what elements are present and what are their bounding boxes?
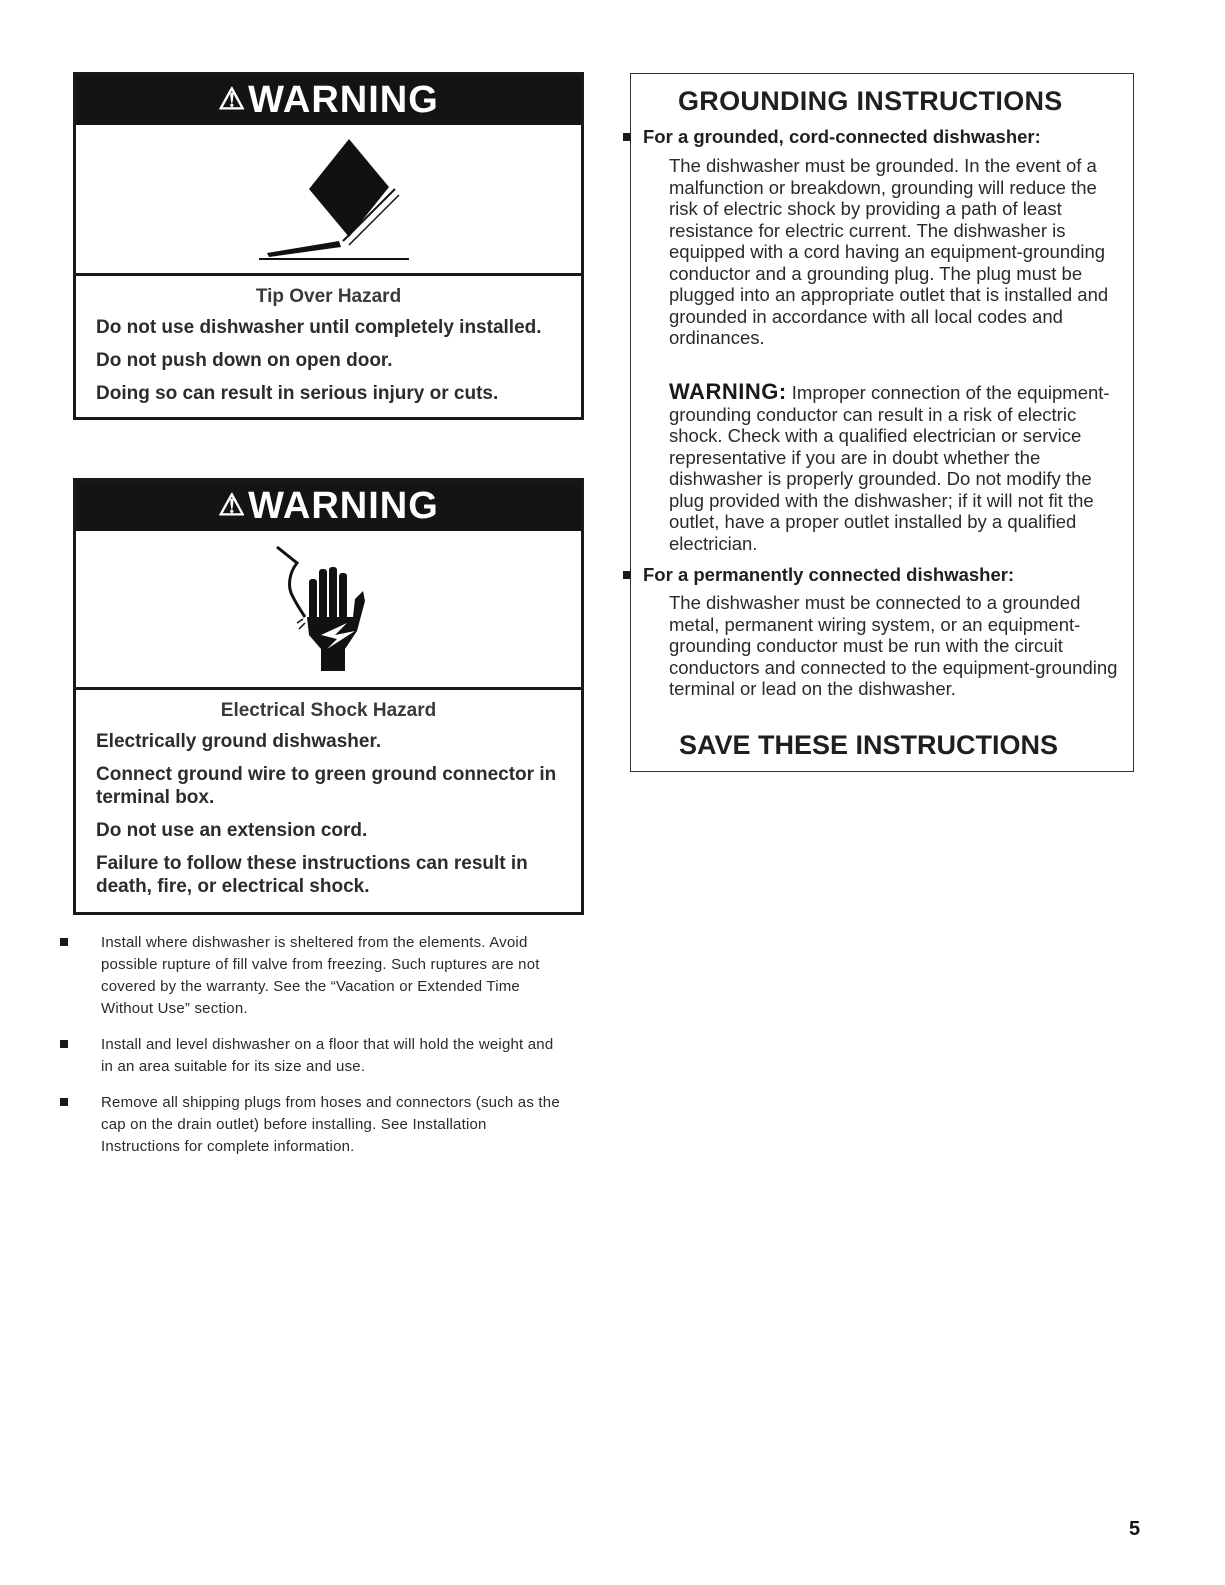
warning-label: WARNING: (669, 379, 787, 404)
subheading-text: For a permanently connected dishwasher: (643, 564, 1015, 585)
electric-shock-symbol (76, 531, 581, 690)
grounding-paragraph: The dishwasher must be connected to a grounded metal, permanent wiring system, or an equipment-grounding conductor must be run with the circuit conductors and connected to the equipment-grounding terminal or lead on the dishwasher. (669, 592, 1118, 699)
bullet-square-icon (623, 133, 631, 141)
warning-header (76, 75, 581, 125)
list-item-text: Install where dishwasher is sheltered from the elements. Avoid possible rupture of fill valve from freezing. Such ruptures are not covered by the warranty. See the “Vacation or Extended Time Without Use” section. (101, 934, 540, 1017)
warning-triangle-icon: ⚠ (218, 488, 247, 522)
tip-over-symbol (76, 125, 581, 276)
grounding-warning-paragraph (669, 381, 1119, 554)
hazard-line: Connect ground wire to green ground connector in terminal box. (96, 764, 557, 808)
bullet-square-icon (60, 1098, 68, 1106)
list-item-text: Install and level dishwasher on a floor that will hold the weight and in an area suitable for its size and use. (101, 1036, 554, 1075)
hazard-title: Tip Over Hazard (255, 286, 402, 307)
hazard-title: Electrical Shock Hazard (220, 700, 437, 721)
warning-header-text: WARNING (248, 78, 439, 121)
grounding-subheading (623, 564, 1014, 586)
electric-shock-hand-icon (259, 539, 399, 679)
hazard-line: Do not use an extension cord. (96, 820, 368, 841)
tip-over-icon (239, 129, 419, 269)
hazard-line: Failure to follow these instructions can result in death, fire, or electrical shock. (96, 853, 528, 897)
hazard-line: Doing so can result in serious injury or cuts. (96, 383, 499, 404)
warning-text: Improper connection of the equipment-grounding conductor can result in a risk of electric shock. Check with a qualified electrician or service representative if you are in doubt whether the dishwasher is properly grounded. Do not modify the plug provided with the dishwasher; if it will not fit the outlet, have a proper outlet installed by a qualified electrician. (669, 382, 1110, 554)
list-item (60, 1034, 560, 1078)
grounding-instructions-box (630, 73, 1134, 772)
hazard-line: Do not push down on open door. (96, 350, 393, 371)
bullet-square-icon (623, 571, 631, 579)
grounding-paragraph: The dishwasher must be grounded. In the event of a malfunction or breakdown, grounding will reduce the risk of electric shock by providing a path of least resistance for electric current. The dishwasher is equipped with a cord having an equipment-grounding conductor and a grounding plug. The plug must be plugged into an appropriate outlet that is installed and grounded in accordance with all local codes and ordinances. (669, 155, 1109, 348)
hazard-line: Do not use dishwasher until completely installed. (96, 317, 542, 338)
list-item-text: Remove all shipping plugs from hoses and connectors (such as the cap on the drain outlet) before installing. See Installation Instructions for complete information. (101, 1094, 560, 1155)
warning-header (76, 481, 581, 531)
bullet-square-icon (60, 938, 68, 946)
page-number: 5 (1129, 1518, 1141, 1540)
save-instructions-text: SAVE THESE INSTRUCTIONS (679, 730, 1059, 760)
grounding-subheading (623, 126, 1041, 148)
electrical-shock-warning-box (73, 478, 584, 915)
tip-over-warning-box (73, 72, 584, 420)
hazard-line: Electrically ground dishwasher. (96, 731, 382, 752)
list-item (60, 1092, 560, 1158)
warning-header-text: WARNING (248, 484, 439, 527)
warning-triangle-icon: ⚠ (218, 82, 247, 116)
subheading-text: For a grounded, cord-connected dishwasher: (643, 126, 1041, 147)
list-item (60, 932, 560, 1020)
bullet-square-icon (60, 1040, 68, 1048)
installation-bullet-list (60, 932, 560, 1172)
grounding-title: GROUNDING INSTRUCTIONS (678, 86, 1063, 116)
